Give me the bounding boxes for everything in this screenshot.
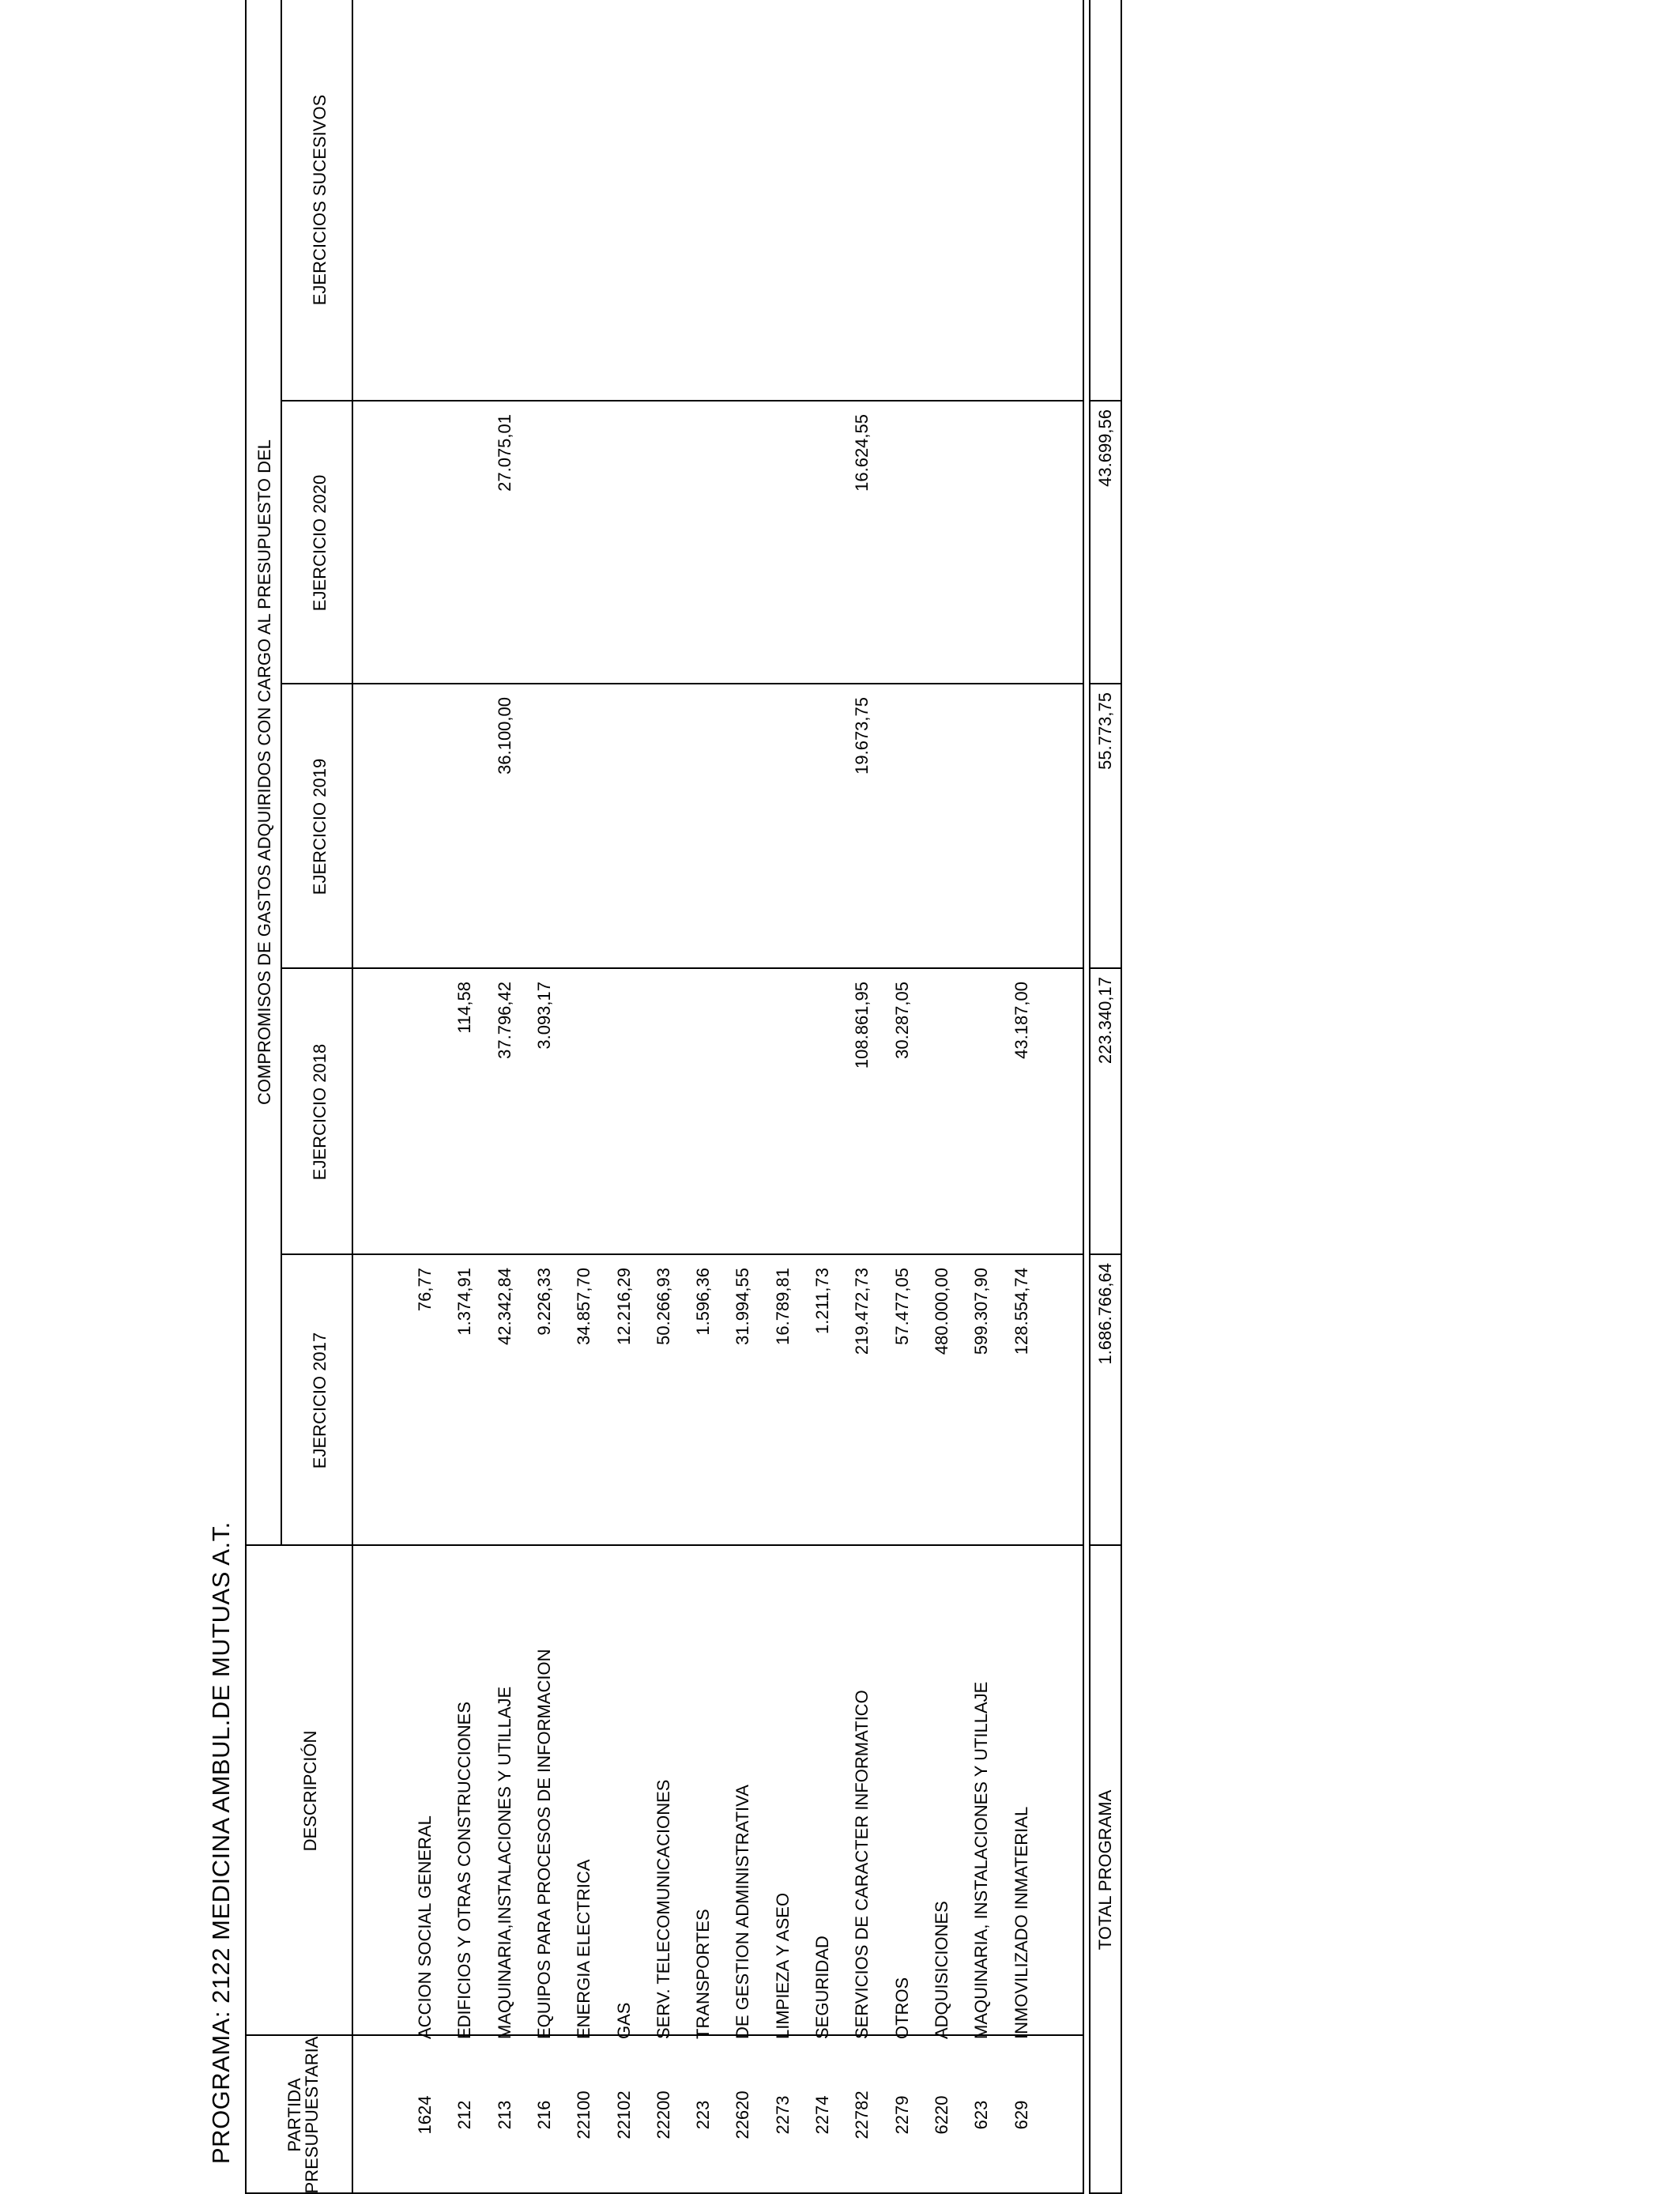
row-value-e2017: 599.307,90 [971, 1268, 992, 1355]
row-partida: 212 [454, 2100, 475, 2130]
row-value-e2017: 1.211,73 [812, 1268, 832, 1335]
total-2020: 43.699,56 [1095, 409, 1115, 487]
header-partida: PARTIDA PRESUPUESTARIA [284, 2036, 322, 2194]
row-value-e2020: 27.075,01 [494, 414, 514, 492]
row-descripcion: ACCION SOCIAL GENERAL [415, 1815, 435, 2039]
row-value-e2017: 31.994,55 [733, 1268, 753, 1345]
row-partida: 22102 [613, 2090, 634, 2139]
total-label: TOTAL PROGRAMA [1095, 1789, 1115, 1951]
row-descripcion: DE GESTION ADMINISTRATIVA [733, 1785, 753, 2039]
page-title: PROGRAMA: 2122 MEDICINA AMBUL.DE MUTUAS A.T. [207, 1521, 235, 2164]
row-descripcion: ENERGIA ELECTRICA [574, 1859, 594, 2039]
total-2018: 223.340,17 [1095, 977, 1115, 1065]
row-value-e2017: 9.226,33 [533, 1268, 554, 1336]
row-descripcion: MAQUINARIA,INSTALACIONES Y UTILLAJE [494, 1686, 514, 2039]
row-value-e2017: 57.477,05 [891, 1268, 912, 1345]
total-divider-2020 [1089, 400, 1122, 401]
header-ej2017: EJERCICIO 2017 [310, 1332, 330, 1469]
row-partida: 22782 [852, 2090, 872, 2139]
row-partida: 2274 [812, 2095, 832, 2135]
row-value-e2018: 43.187,00 [1011, 982, 1031, 1059]
row-partida: 216 [533, 2100, 554, 2130]
row-value-e2017: 219.472,73 [852, 1268, 872, 1355]
total-2019: 55.773,75 [1095, 692, 1115, 770]
header-ej2019: EJERCICIO 2019 [310, 758, 330, 895]
row-partida: 22100 [574, 2090, 594, 2139]
row-value-e2017: 1.596,36 [693, 1268, 714, 1336]
row-value-e2017: 12.216,29 [613, 1268, 634, 1345]
header-descripcion: DESCRIPCIÓN [300, 1730, 320, 1852]
row-descripcion: INMOVILIZADO INMATERIAL [1011, 1806, 1031, 2039]
row-descripcion: TRANSPORTES [693, 1909, 714, 2039]
row-value-e2018: 3.093,17 [533, 982, 554, 1050]
col-divider-2020 [281, 400, 1084, 401]
row-partida: 629 [1011, 2100, 1031, 2130]
row-value-e2017: 34.857,70 [574, 1268, 594, 1345]
header-sucesivos: EJERCICIOS SUCESIVOS [310, 94, 330, 306]
row-value-e2018: 30.287,05 [891, 982, 912, 1059]
row-descripcion: LIMPIEZA Y ASEO [772, 1892, 793, 2039]
row-descripcion: OTROS [891, 1977, 912, 2039]
row-value-e2017: 42.342,84 [494, 1268, 514, 1345]
header-bottom-line [352, 0, 353, 2194]
row-partida: 2273 [772, 2095, 793, 2135]
row-descripcion: ADQUISICIONES [931, 1901, 951, 2039]
row-descripcion: SERV. TELECOMUNICACIONES [653, 1779, 673, 2039]
row-descripcion: EDIFICIOS Y OTRAS CONSTRUCCIONES [454, 1701, 475, 2039]
row-descripcion: SERVICIOS DE CARACTER INFORMATICO [852, 1690, 872, 2039]
row-partida: 623 [971, 2100, 992, 2130]
header-ej2018: EJERCICIO 2018 [310, 1043, 330, 1181]
row-descripcion: SEGURIDAD [812, 1936, 832, 2039]
row-partida: 22200 [653, 2090, 673, 2139]
row-value-e2018: 114,58 [454, 982, 475, 1034]
col-divider-2017 [281, 1253, 1084, 1255]
row-value-e2017: 50.266,93 [653, 1268, 673, 1345]
row-partida: 2279 [891, 2095, 912, 2135]
header-compromisos: COMPROMISOS DE GASTOS ADQUIRIDOS CON CARGO AL PRESUPUESTO DEL [254, 439, 274, 1105]
row-descripcion: MAQUINARIA, INSTALACIONES Y UTILLAJE [971, 1681, 992, 2039]
row-value-e2020: 16.624,55 [852, 414, 872, 492]
total-2017: 1.686.766,64 [1095, 1263, 1115, 1365]
row-value-e2018: 108.861,95 [852, 982, 872, 1069]
row-partida: 6220 [931, 2095, 951, 2135]
col-divider-2018 [281, 967, 1084, 969]
row-partida: 1624 [415, 2095, 435, 2135]
col-divider-2019 [281, 683, 1084, 684]
row-value-e2017: 1.374,91 [454, 1268, 475, 1336]
row-partida: 22620 [733, 2090, 753, 2139]
row-value-e2019: 36.100,00 [494, 697, 514, 775]
row-descripcion: GAS [613, 2002, 634, 2039]
row-descripcion: EQUIPOS PARA PROCESOS DE INFORMACION [533, 1649, 554, 2039]
row-value-e2017: 480.000,00 [931, 1268, 951, 1355]
header-ej2020: EJERCICIO 2020 [310, 474, 330, 612]
row-value-e2019: 19.673,75 [852, 697, 872, 775]
row-value-e2017: 76,77 [415, 1268, 435, 1312]
row-value-e2017: 16.789,81 [772, 1268, 793, 1345]
row-value-e2017: 128.554,74 [1011, 1268, 1031, 1355]
row-partida: 213 [494, 2100, 514, 2130]
row-value-e2018: 37.796,42 [494, 982, 514, 1059]
row-partida: 223 [693, 2100, 714, 2130]
header-line-compromisos [281, 0, 282, 1546]
